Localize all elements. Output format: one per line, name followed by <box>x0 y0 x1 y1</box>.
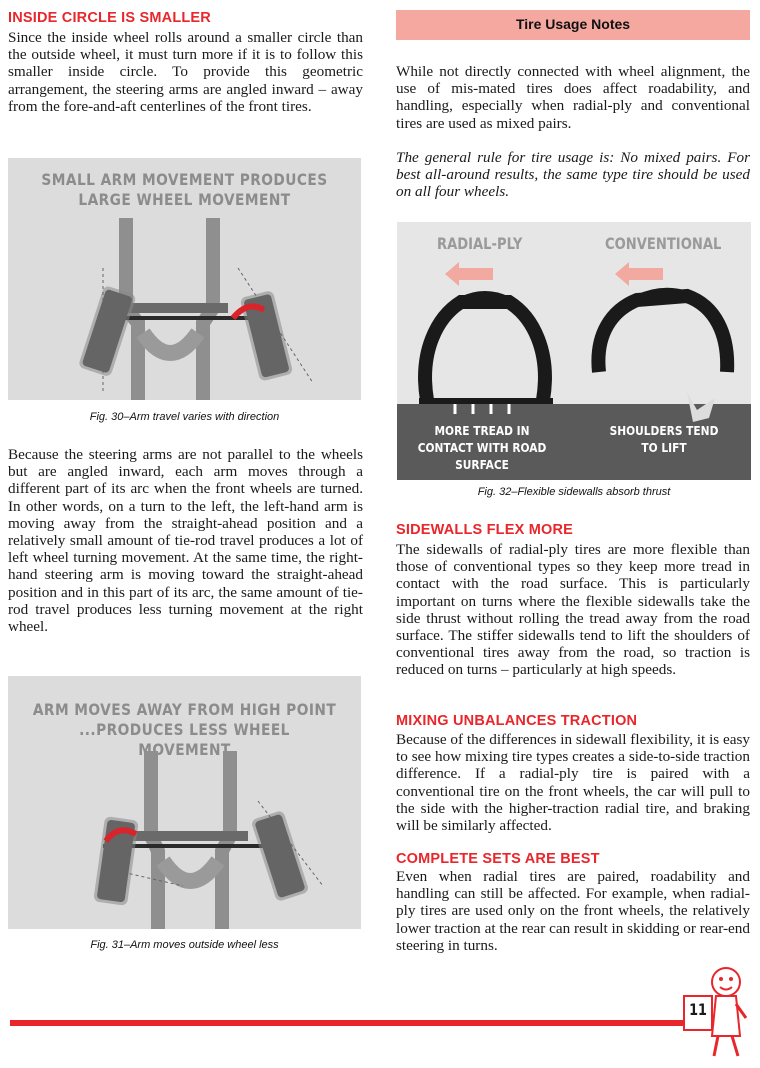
figure-31-illustration <box>8 676 361 929</box>
road-label-radial: MORE TREAD IN CONTACT WITH ROAD SURFACE <box>417 423 547 472</box>
inside-circle-paragraph: Since the inside wheel rolls around a smaller circle than the outside wheel, it must turn more if it is to follow this smaller inside circle. To provide this geometric arrangement, the steering arms are angled inward – away from the fore-and-aft centerlines of the front tires. <box>8 29 363 115</box>
tire-usage-intro-paragraph: While not directly connected with wheel alignment, the use of mis-mated tires does affect roadability, and handling, especially when radial-ply and conventional tires are used as mixed pairs. <box>396 63 750 132</box>
section-heading-inside-circle: INSIDE CIRCLE IS SMALLER <box>8 10 211 26</box>
section-heading-complete-sets: COMPLETE SETS ARE BEST <box>396 851 600 867</box>
complete-sets-paragraph: Even when radial tires are paired, roadability and handling can still be affected. For example, when radial-ply tires are used only on the front wheels, the relatively lower traction at the rear can result in skidding or rear-end steering in turns. <box>396 868 750 954</box>
steering-diagram-30 <box>8 158 361 400</box>
figure-31-title: ARM MOVES AWAY FROM HIGH POINT ...PRODUCES LESS WHEEL MOVEMENT <box>32 700 337 759</box>
figure-32-illustration <box>397 222 751 480</box>
footer-rule <box>10 1020 700 1026</box>
figure-30-illustration <box>8 158 361 400</box>
mixing-paragraph: Because of the differences in sidewall flexibility, it is easy to see how mixing tire types creates a side-to-side traction difference. If a radial-ply tire is paired with a conventional tire on the front wheels, the car will pull to the side with the higher-traction radial tire, and braking will be similarly affected. <box>396 731 750 835</box>
sidewalls-paragraph: The sidewalls of radial-ply tires are more flexible than those of conventional types so they keep more tread in contact with the road surface. This is particularly important on turns where the flexible sidewalls take the side thrust without rolling the tread away from the road surface. The stiffer sidewalls tend to lift the shoulders of conventional tires away from the road, so traction is reduced on turns – particularly at high speeds. <box>396 541 750 679</box>
page-number: 11 <box>689 1000 707 1019</box>
road-label-conventional: SHOULDERS TEND TO LIFT <box>609 423 719 455</box>
general-rule-paragraph: The general rule for tire usage is: No mixed pairs. For best all-around results, the same type tire should be used on all four wheels. <box>396 149 750 201</box>
thrust-arrow-left-icon <box>445 262 493 286</box>
figure-30-caption: Fig. 30–Arm travel varies with direction <box>89 411 280 423</box>
section-heading-mixing: MIXING UNBALANCES TRACTION <box>396 713 638 729</box>
figure-32-caption: Fig. 32–Flexible sidewalls absorb thrust <box>477 486 671 498</box>
figure-30-title: SMALL ARM MOVEMENT PRODUCES LARGE WHEEL MOVEMENT <box>41 170 328 209</box>
section-heading-sidewalls: SIDEWALLS FLEX MORE <box>396 522 573 538</box>
figure-31-caption: Fig. 31–Arm moves outside wheel less <box>90 939 279 951</box>
radial-ply-label: RADIAL-PLY <box>437 234 523 253</box>
thrust-arrow-right-icon <box>615 262 663 286</box>
steering-arms-paragraph: Because the steering arms are not parallel to the wheels but are angled inward, each arm moves through a different part of its arc when the front wheels are turned. In other words, on a turn to the left, the left-hand arm is moving away from the straight-ahead position and a relatively small amount of tie-rod travel produces a lot of left wheel turning movement. At the same time, the right-hand steering arm is moving toward the straight-ahead position and in this part of its arc, the same amount of tie-rod travel produces less turning movement at the right wheel. <box>8 446 363 636</box>
steering-diagram-31 <box>8 676 361 929</box>
tire-usage-notes-banner: Tire Usage Notes <box>396 10 750 40</box>
conventional-label: CONVENTIONAL <box>605 234 722 253</box>
